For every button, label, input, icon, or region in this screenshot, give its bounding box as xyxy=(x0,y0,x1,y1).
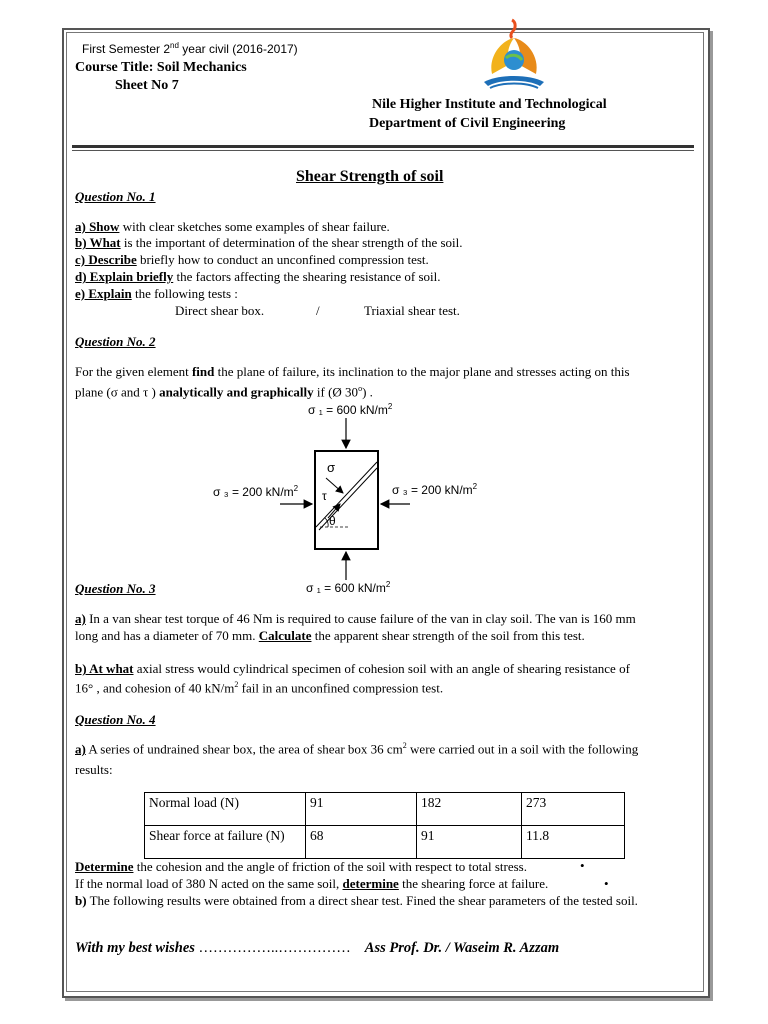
table-cell: 273 xyxy=(522,793,625,826)
table-cell: 91 xyxy=(417,826,522,859)
q4-a-line-1 xyxy=(75,741,638,757)
page-title: Shear Strength of soil xyxy=(296,168,444,185)
q1-a-label: a) Show xyxy=(75,219,120,234)
q1-d-label: d) Explain briefly xyxy=(75,269,174,284)
failure-plane-line-2 xyxy=(319,468,377,530)
q4-a-l1-b: were carried out in a soil with the following xyxy=(406,741,639,757)
signature-dots: ……………..…………… xyxy=(198,940,351,956)
author-name: Ass Prof. Dr. / Waseim R. Azzam xyxy=(364,940,560,956)
theta-symbol: θ xyxy=(329,514,336,528)
q2-l2-a: plane (σ and τ ) xyxy=(75,384,160,400)
tau-symbol: τ xyxy=(322,489,327,503)
sigma1-top-sup: 2 xyxy=(387,402,393,411)
q1-d-text: the factors affecting the shearing resistance of soil. xyxy=(173,269,441,284)
table-row xyxy=(145,826,625,859)
q1-c-text: briefly how to conduct an unconfined compression test. xyxy=(136,252,429,267)
q4-determine-1 xyxy=(75,859,527,875)
q1-c-label: c) Describe xyxy=(75,252,137,267)
sigma3-right-text: σ ₃ = 200 kN/m xyxy=(392,483,473,497)
sigma3-left-text: σ ₃ = 200 kN/m xyxy=(213,485,294,499)
q4-a-label: a) xyxy=(75,741,86,757)
q4-det2-c: the shearing force at failure. xyxy=(398,876,549,891)
q2-line-2 xyxy=(75,384,373,400)
course-title: Course Title: Soil Mechanics xyxy=(75,60,247,75)
q1-test-1: Direct shear box. xyxy=(175,303,265,318)
bullet-1: • xyxy=(580,858,585,873)
q1-b-label: b) What xyxy=(75,235,121,250)
q3-a-l2-c: the apparent shear strength of the soil from this test. xyxy=(311,628,585,643)
q1-e-text: the following tests : xyxy=(131,286,238,301)
table-cell: 68 xyxy=(306,826,417,859)
table-cell: Shear force at failure (N) xyxy=(145,826,306,859)
q1-item-d xyxy=(75,269,441,285)
q4-b-text: The following results were obtained from a direct shear test. Fined the shear parameters of the tested soil. xyxy=(86,893,638,908)
q3-b-label: b) At what xyxy=(75,661,134,676)
q1-test-2: Triaxial shear test. xyxy=(364,303,460,318)
q4-heading: Question No. 4 xyxy=(75,712,156,727)
table-row xyxy=(145,793,625,826)
q2-l2-c: if (Ø 30 xyxy=(313,384,359,400)
q1-e-label: e) Explain xyxy=(75,286,132,301)
sigma3-right-sup: 2 xyxy=(472,482,478,491)
semester-sup: nd xyxy=(170,41,179,50)
q1-separator: / xyxy=(316,303,320,318)
q3-b-l2-a: 16° , and cohesion of 40 kN/m xyxy=(75,680,235,696)
q3-a-label: a) xyxy=(75,611,86,626)
q4-determine-2 xyxy=(75,876,548,892)
sigma1-bottom-text: σ ₁ = 600 kN/m xyxy=(306,581,386,595)
q2-l2-b: analytically and graphically xyxy=(159,384,314,400)
semester-line xyxy=(82,41,298,56)
sigma3-left-sup: 2 xyxy=(293,484,299,493)
q4-a-l1-sup: 2 xyxy=(402,741,407,750)
institute-logo xyxy=(478,16,550,96)
q3-a-l2-b: Calculate xyxy=(258,628,312,643)
bullet-2: • xyxy=(604,876,609,891)
q2-l1-a: For the given element xyxy=(75,364,192,379)
sigma1-bottom-sup: 2 xyxy=(385,580,391,589)
q3-b-line-1 xyxy=(75,661,630,677)
q3-a-line-2 xyxy=(75,628,585,644)
header-rule-thick xyxy=(72,145,694,148)
q3-heading: Question No. 3 xyxy=(75,581,156,596)
q3-a-l1: In a van shear test torque of 46 Nm is required to cause failure of the van in clay soil. The van is 160 mm xyxy=(85,611,636,626)
institute-name: Nile Higher Institute and Technological xyxy=(372,97,607,112)
q4-b-line xyxy=(75,893,638,909)
q2-l1-c: the plane of failure, its inclination to the major plane and stresses acting on this xyxy=(214,364,630,379)
table-cell: 182 xyxy=(417,793,522,826)
q1-item-e xyxy=(75,286,238,302)
q2-line-1 xyxy=(75,364,630,380)
department-name: Department of Civil Engineering xyxy=(369,116,566,131)
q4-b-label: b) xyxy=(75,893,87,908)
sigma1-top-text: σ ₁ = 600 kN/m xyxy=(308,403,388,417)
semester-text: First Semester 2 xyxy=(82,42,171,56)
q4-a-line-2: results: xyxy=(75,762,113,777)
q1-a-text: with clear sketches some examples of shear failure. xyxy=(119,219,390,234)
table-cell: Normal load (N) xyxy=(145,793,306,826)
q3-a-l2-a: long and has a diameter of 70 mm. xyxy=(75,628,259,643)
q4-a-l1-a: A series of undrained shear box, the area of shear box 36 cm xyxy=(85,741,403,757)
q1-item-b xyxy=(75,235,463,251)
q4-det1-b: Determine xyxy=(75,859,134,874)
table-cell: 91 xyxy=(306,793,417,826)
sigma-symbol: σ xyxy=(327,460,336,475)
normal-stress-arrow xyxy=(326,478,343,493)
q4-det1-text: the cohesion and the angle of friction of the soil with respect to total stress. xyxy=(133,859,527,874)
q3-b-l2-sup: 2 xyxy=(234,680,239,689)
sheet-number: Sheet No 7 xyxy=(115,78,179,93)
q4-det2-b: determine xyxy=(342,876,399,891)
q1-item-c xyxy=(75,252,429,268)
results-table xyxy=(144,792,625,859)
stress-element-diagram xyxy=(270,414,420,584)
header-rule-thin xyxy=(72,150,694,151)
table-cell: 11.8 xyxy=(522,826,625,859)
q2-l1-b: find xyxy=(191,364,215,379)
wishes-text: With my best wishes xyxy=(75,940,199,956)
q2-l2-d: o xyxy=(358,384,363,393)
q1-heading: Question No. 1 xyxy=(75,189,156,204)
signature-line xyxy=(75,940,559,957)
q1-b-text: is the important of determination of the shear strength of the soil. xyxy=(120,235,463,250)
q2-l2-e: ) . xyxy=(362,384,373,400)
semester-rest: year civil (2016-2017) xyxy=(178,42,298,56)
q3-b-l1: axial stress would cylindrical specimen of cohesion soil with an angle of shearing resistance of xyxy=(133,661,630,676)
q3-a-line-1 xyxy=(75,611,636,627)
q3-b-l2-b: fail in an unconfined compression test. xyxy=(238,680,444,696)
q2-heading: Question No. 2 xyxy=(75,334,156,349)
q3-b-line-2 xyxy=(75,680,443,696)
q4-det2-a: If the normal load of 380 N acted on the same soil, xyxy=(75,876,343,891)
q1-item-a xyxy=(75,219,390,235)
